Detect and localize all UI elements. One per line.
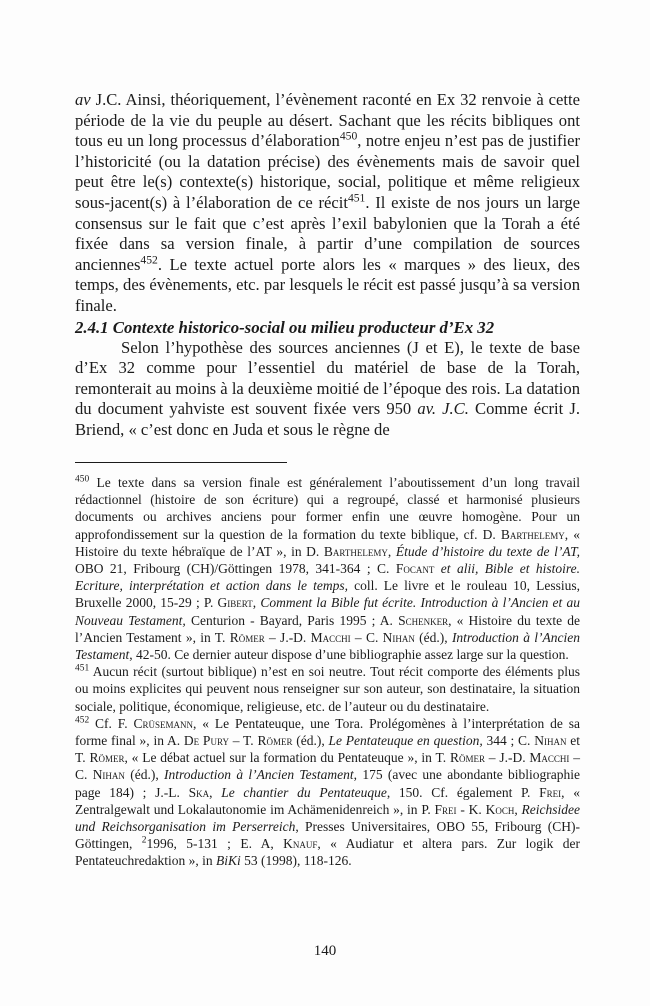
body-paragraph	[75, 338, 580, 441]
author-name: Gibert	[217, 595, 253, 611]
text-run: 53 (1998), 118-126.	[240, 853, 352, 869]
author-name: Koch	[485, 801, 515, 817]
footnotes	[75, 474, 580, 870]
text-run: , 175 (avec une abondante bibliographie page 184) ; J.-L.	[75, 767, 580, 800]
journal-title: BiKi	[215, 853, 241, 869]
italic-text: av. J.C.	[417, 399, 469, 419]
author-name: Crüsemann	[133, 715, 193, 731]
footnote-ref-452: 452	[140, 253, 158, 267]
text-run: , « Zentralgewalt und Lokalautonomie im Achämenidenreich », in P.	[75, 784, 581, 817]
text-run: , 150. Cf. également P.	[386, 784, 540, 800]
footnote-number: 452	[75, 715, 90, 726]
book-title: Étude d’histoire du texte de l’AT,	[395, 543, 580, 559]
book-title: Le chantier du Pentateuque	[221, 784, 387, 800]
author-name: Frei	[434, 801, 457, 817]
text-run: (éd.),	[414, 629, 452, 645]
author-name: Nihan	[92, 767, 125, 783]
author-name: Focant	[395, 561, 435, 577]
footnote-separator	[75, 462, 287, 463]
book-title: Comment la Bible fut écrite. Introduction à l’Ancien et au Nouveau Testament,	[75, 595, 581, 628]
author-name: Knauf	[283, 836, 318, 852]
text-run: ,	[209, 784, 222, 800]
author-name: Römer	[229, 629, 265, 645]
italic-text: av	[75, 90, 91, 109]
text-run: coll. Le livre et le rouleau 10, Lessius, Bruxelle 2000, 15-29 ; P.	[75, 578, 580, 611]
author-name: Barthelemy	[500, 526, 565, 542]
footnote-450	[75, 474, 580, 663]
text-run: et T.	[75, 733, 580, 766]
text-run: - K.	[456, 801, 486, 817]
author-name: Römer	[449, 750, 485, 766]
text-run: , « Histoire du texte de l’Ancien Testament », in T.	[75, 612, 580, 645]
section-heading: 2.4.1 Contexte historico-social ou milieu producteur d’Ex 32	[75, 317, 495, 337]
author-name: Barthelemy	[323, 543, 388, 559]
footnote-452	[75, 715, 580, 870]
footnote-ref-451: 451	[347, 191, 366, 205]
book-title: et alii, Bible et histoire. Ecriture, interprétation et action dans le temps,	[75, 561, 581, 594]
text-run: , Presses Universitaires, OBO 55, Fribourg (CH)-Göttingen,	[75, 819, 580, 852]
text-run: – J.-D.	[484, 750, 530, 766]
text-run: , « Histoire du texte hébraïque de l’AT », in D.	[75, 526, 581, 559]
text-run: , « Audiatur et altera pars. Zur logik der Pentateuchredaktion », in	[75, 836, 581, 869]
book-title: Introduction à l’Ancien Testament	[75, 629, 580, 663]
text-run: Selon l’hypothèse des sources anciennes (J et E), le texte de base d’Ex 32 comme pour l’essentiel du matériel de base de la Torah, remonterait au moins à la deuxième moitié de l’époque des rois. La datation du document yahviste est souvent fixée vers 950	[75, 337, 580, 419]
text-run: – C.	[350, 629, 383, 645]
book-title: Le Pentateuque en question,	[328, 733, 483, 749]
author-name: Schenker	[398, 612, 449, 628]
author-name: Macchi	[310, 629, 351, 645]
author-name: Römer	[89, 750, 125, 766]
author-name: Macchi	[529, 750, 570, 766]
text-run: , « Le Pentateuque, une Tora. Prolégomènes à l’interprétation de sa forme final », in A.	[75, 715, 580, 749]
author-name: De Pury	[183, 733, 229, 749]
text-run: 344 ; C.	[482, 733, 535, 749]
main-text	[75, 90, 580, 441]
footnote-number: 451	[75, 663, 90, 674]
edition-superscript: 2	[141, 835, 147, 846]
text-run: (éd.),	[124, 767, 165, 783]
text-run: – T.	[228, 733, 258, 749]
text-run: Centurion - Bayard, Paris 1995 ; A.	[185, 612, 399, 628]
text-run: Aucun récit (surtout biblique) n’est en soi neutre. Tout récit comporte des éléments plus ou moins explicites qui peuvent nous renseigner sur son auteur, son destinataire, la situation sociale, politique, économique, religieuse, etc. de l’auteur ou du destinataire.	[75, 664, 580, 714]
text-run: OBO 21, Fribourg (CH)/Göttingen 1978, 341-364 ; C.	[75, 561, 396, 577]
author-name: Frei	[539, 784, 562, 800]
text-run: Le texte dans sa version finale est généralement l’aboutissement d’un long travail rédactionnel (histoire de son écriture) qui a regroupé, classé et harmonisé plusieurs documents ou archives anciens pour former enfin une œuvre homogène. Pour un approfondissement sur la question de la formation du texte biblique, cf. D.	[75, 475, 580, 542]
text-run: – C.	[75, 750, 581, 783]
text-run: – J.-D.	[264, 629, 311, 645]
text-run: ,	[514, 801, 522, 817]
author-name: Nihan	[382, 629, 415, 645]
footnote-ref-450: 450	[339, 129, 358, 143]
text-run: , 42-50. Ce dernier auteur dispose d’une bibliographie assez large sur la question.	[129, 647, 569, 663]
text-run: J.C. Ainsi, théoriquement, l’évènement raconté en Ex 32 renvoie à cette période de la vie du peuple au désert. Sachant que les récits bibliques ont tous eu un long processus d’élaboration	[75, 90, 580, 151]
text-run: ,	[387, 543, 396, 559]
text-run: Cf. F.	[89, 715, 134, 731]
text-run: . Le texte actuel porte alors les « marques » des lieux, des temps, des évènements, etc. par lesquels le récit est passé jusqu’à sa version finale.	[75, 254, 580, 315]
author-name: Römer	[257, 733, 293, 749]
text-run: Comme écrit J. Briend, « c’est donc en Juda et sous le règne de	[75, 399, 580, 439]
book-title: Introduction à l’Ancien Testament	[164, 767, 354, 783]
author-name: Nihan	[534, 733, 567, 749]
page-number: 140	[313, 943, 337, 959]
book-title: Reichsidee und Reichsorganisation im Perserreich	[75, 801, 581, 835]
text-run: . Il existe de nos jours un large consensus sur le fait que c’est après l’exil babylonien que la Torah a été fixée dans sa version finale, à partir d’une compilation de sources anciennes	[75, 192, 580, 274]
text-run: 1996, 5-131 ; E. A,	[146, 836, 284, 852]
text-run: (éd.),	[292, 733, 329, 749]
body-paragraph	[75, 90, 580, 317]
footnote-451	[75, 663, 580, 715]
text-run: ,	[252, 595, 261, 611]
text-run: , notre enjeu n’est pas de justifier l’historicité (ou la datation précise) des évènements mais de savoir quel peut être le(s) contexte(s) historique, social, politique et même religieux sous-jacent(s) à l’élaboration de ce récit	[75, 131, 580, 212]
footnote-number: 450	[75, 474, 90, 485]
author-name: Ska	[188, 784, 210, 800]
text-run: , « Le débat actuel sur la formation du Pentateuque », in T.	[124, 750, 450, 766]
